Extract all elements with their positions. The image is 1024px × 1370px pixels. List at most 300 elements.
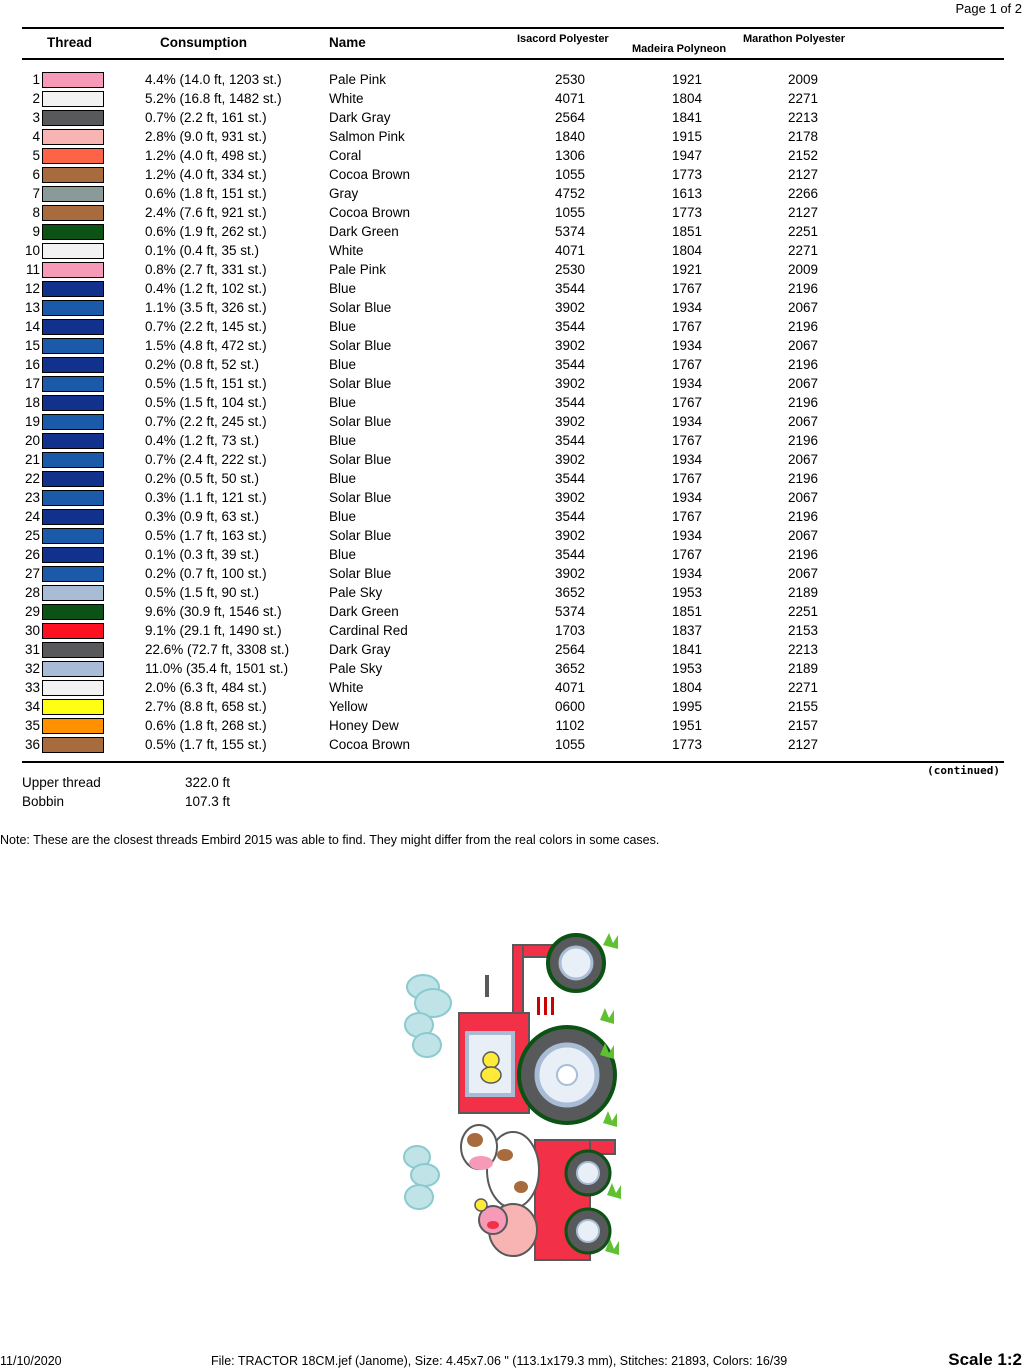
thread-row — [0, 336, 1024, 355]
wheel-small-1 — [566, 1151, 610, 1195]
thread-marathon: 2196 — [787, 509, 819, 524]
thread-row — [0, 602, 1024, 621]
thread-color-swatch — [42, 319, 104, 335]
thread-marathon: 2178 — [787, 129, 819, 144]
thread-name: Blue — [329, 509, 357, 524]
thread-row — [0, 469, 1024, 488]
thread-madeira: 1953 — [671, 661, 703, 676]
embroidery-design-preview — [395, 925, 635, 1275]
thread-consumption: 0.7% (2.2 ft, 245 st.) — [145, 414, 267, 429]
thread-isacord: 3544 — [554, 395, 586, 410]
thread-row — [0, 317, 1024, 336]
thread-madeira: 1934 — [671, 490, 703, 505]
thread-isacord: 3544 — [554, 471, 586, 486]
thread-marathon: 2067 — [787, 452, 819, 467]
thread-color-swatch — [42, 281, 104, 297]
thread-marathon: 2067 — [787, 376, 819, 391]
thread-marathon: 2251 — [787, 604, 819, 619]
thread-row — [0, 507, 1024, 526]
thread-madeira: 1953 — [671, 585, 703, 600]
thread-marathon: 2067 — [787, 528, 819, 543]
thread-isacord: 2530 — [554, 72, 586, 87]
thread-consumption: 0.3% (0.9 ft, 63 st.) — [145, 509, 260, 524]
thread-name: Pale Pink — [329, 262, 387, 277]
thread-color-swatch — [42, 680, 104, 696]
thread-isacord: 3902 — [554, 528, 586, 543]
thread-number: 32 — [24, 661, 40, 676]
thread-consumption: 1.2% (4.0 ft, 334 st.) — [145, 167, 267, 182]
thread-marathon: 2196 — [787, 357, 819, 372]
thread-number: 28 — [24, 585, 40, 600]
thread-marathon: 2067 — [787, 414, 819, 429]
thread-madeira: 1767 — [671, 395, 703, 410]
thread-color-swatch — [42, 642, 104, 658]
thread-consumption: 2.8% (9.0 ft, 931 st.) — [145, 129, 267, 144]
thread-isacord: 2530 — [554, 262, 586, 277]
thread-number: 13 — [24, 300, 40, 315]
thread-madeira: 1767 — [671, 281, 703, 296]
thread-name: Blue — [329, 357, 357, 372]
thread-number: 29 — [24, 604, 40, 619]
thread-isacord: 4752 — [554, 186, 586, 201]
thread-number: 9 — [32, 224, 40, 239]
thread-isacord: 3652 — [554, 661, 586, 676]
thread-madeira: 1921 — [671, 262, 703, 277]
thread-consumption: 22.6% (72.7 ft, 3308 st.) — [145, 642, 290, 657]
thread-number: 10 — [24, 243, 40, 258]
thread-marathon: 2067 — [787, 300, 819, 315]
thread-madeira: 1934 — [671, 414, 703, 429]
thread-madeira: 1921 — [671, 72, 703, 87]
thread-consumption: 0.6% (1.8 ft, 268 st.) — [145, 718, 267, 733]
thread-color-swatch — [42, 604, 104, 620]
thread-color-swatch — [42, 547, 104, 563]
thread-color-swatch — [42, 414, 104, 430]
thread-madeira: 1841 — [671, 110, 703, 125]
header-consumption: Consumption — [160, 35, 247, 50]
thread-marathon: 2271 — [787, 243, 819, 258]
thread-color-swatch — [42, 509, 104, 525]
table-rule-bottom — [22, 761, 1004, 763]
thread-row — [0, 374, 1024, 393]
thread-isacord: 3544 — [554, 281, 586, 296]
thread-name: Dark Gray — [329, 110, 391, 125]
thread-madeira: 1951 — [671, 718, 703, 733]
thread-consumption: 9.1% (29.1 ft, 1490 st.) — [145, 623, 282, 638]
thread-consumption: 0.2% (0.5 ft, 50 st.) — [145, 471, 260, 486]
thread-consumption: 0.1% (0.3 ft, 39 st.) — [145, 547, 260, 562]
thread-name: Coral — [329, 148, 362, 163]
thread-row — [0, 735, 1024, 754]
thread-row — [0, 165, 1024, 184]
thread-color-swatch — [42, 205, 104, 221]
thread-color-swatch — [42, 718, 104, 734]
thread-color-swatch — [42, 72, 104, 88]
thread-name: White — [329, 91, 364, 106]
thread-name: Yellow — [329, 699, 368, 714]
thread-marathon: 2196 — [787, 471, 819, 486]
thread-isacord: 1306 — [554, 148, 586, 163]
thread-row — [0, 716, 1024, 735]
upper-thread-label: Upper thread — [22, 775, 101, 790]
thread-color-swatch — [42, 91, 104, 107]
thread-madeira: 1915 — [671, 129, 703, 144]
thread-color-swatch — [42, 300, 104, 316]
thread-number: 5 — [32, 148, 40, 163]
thread-consumption: 9.6% (30.9 ft, 1546 st.) — [145, 604, 282, 619]
thread-number: 21 — [24, 452, 40, 467]
cloud-icon-top — [405, 975, 451, 1057]
thread-name: Cardinal Red — [329, 623, 408, 638]
thread-madeira: 1773 — [671, 737, 703, 752]
thread-row — [0, 678, 1024, 697]
thread-madeira: 1767 — [671, 319, 703, 334]
thread-number: 26 — [24, 547, 40, 562]
pig-icon — [475, 1199, 537, 1256]
thread-row — [0, 127, 1024, 146]
thread-name: Cocoa Brown — [329, 737, 411, 752]
thread-color-swatch — [42, 452, 104, 468]
thread-consumption: 2.7% (8.8 ft, 658 st.) — [145, 699, 267, 714]
thread-consumption: 0.6% (1.8 ft, 151 st.) — [145, 186, 267, 201]
thread-consumption: 0.1% (0.4 ft, 35 st.) — [145, 243, 260, 258]
thread-madeira: 1767 — [671, 357, 703, 372]
thread-isacord: 1703 — [554, 623, 586, 638]
thread-row — [0, 488, 1024, 507]
thread-isacord: 0600 — [554, 699, 586, 714]
thread-consumption: 0.8% (2.7 ft, 331 st.) — [145, 262, 267, 277]
thread-row — [0, 279, 1024, 298]
thread-isacord: 1055 — [554, 167, 586, 182]
thread-isacord: 5374 — [554, 224, 586, 239]
thread-row — [0, 431, 1024, 450]
thread-marathon: 2067 — [787, 338, 819, 353]
thread-color-swatch — [42, 471, 104, 487]
thread-madeira: 1934 — [671, 528, 703, 543]
thread-consumption: 0.5% (1.7 ft, 163 st.) — [145, 528, 267, 543]
thread-isacord: 3902 — [554, 452, 586, 467]
thread-madeira: 1613 — [671, 186, 703, 201]
thread-name: Pale Sky — [329, 585, 383, 600]
cloud-icon-bottom — [404, 1146, 439, 1209]
thread-madeira: 1947 — [671, 148, 703, 163]
thread-number: 4 — [32, 129, 40, 144]
thread-madeira: 1934 — [671, 376, 703, 391]
thread-isacord: 5374 — [554, 604, 586, 619]
thread-number: 27 — [24, 566, 40, 581]
thread-row — [0, 640, 1024, 659]
thread-marathon: 2271 — [787, 680, 819, 695]
header-madeira: Madeira Polyneon — [632, 43, 727, 55]
thread-marathon: 2009 — [787, 262, 819, 277]
thread-color-swatch — [42, 110, 104, 126]
thread-marathon: 2251 — [787, 224, 819, 239]
thread-madeira: 1773 — [671, 205, 703, 220]
thread-marathon: 2196 — [787, 319, 819, 334]
thread-row — [0, 260, 1024, 279]
thread-color-swatch — [42, 433, 104, 449]
thread-name: Dark Green — [329, 224, 399, 239]
thread-number: 1 — [32, 72, 40, 87]
thread-color-swatch — [42, 357, 104, 373]
thread-name: Dark Gray — [329, 642, 391, 657]
thread-name: Solar Blue — [329, 300, 392, 315]
thread-name: Gray — [329, 186, 359, 201]
thread-name: Dark Green — [329, 604, 399, 619]
thread-number: 6 — [32, 167, 40, 182]
thread-marathon: 2009 — [787, 72, 819, 87]
thread-number: 16 — [24, 357, 40, 372]
thread-isacord: 1055 — [554, 737, 586, 752]
thread-row — [0, 450, 1024, 469]
thread-madeira: 1837 — [671, 623, 703, 638]
thread-number: 15 — [24, 338, 40, 353]
scale-label: Scale 1:2 — [948, 1350, 1022, 1369]
thread-color-swatch — [42, 129, 104, 145]
thread-isacord: 3902 — [554, 300, 586, 315]
thread-number: 36 — [24, 737, 40, 752]
header-rule-bottom — [22, 58, 1004, 60]
thread-row — [0, 89, 1024, 108]
thread-consumption: 4.4% (14.0 ft, 1203 st.) — [145, 72, 282, 87]
thread-number: 25 — [24, 528, 40, 543]
thread-number: 34 — [24, 699, 40, 714]
bobbin-value: 107.3 ft — [185, 794, 231, 809]
thread-marathon: 2127 — [787, 167, 819, 182]
thread-number: 23 — [24, 490, 40, 505]
thread-marathon: 2152 — [787, 148, 819, 163]
thread-consumption: 0.7% (2.4 ft, 222 st.) — [145, 452, 267, 467]
thread-number: 14 — [24, 319, 40, 334]
thread-consumption: 0.4% (1.2 ft, 73 st.) — [145, 433, 260, 448]
thread-row — [0, 108, 1024, 127]
thread-number: 7 — [32, 186, 40, 201]
thread-marathon: 2067 — [787, 490, 819, 505]
thread-name: Cocoa Brown — [329, 205, 411, 220]
thread-number: 31 — [24, 642, 40, 657]
thread-row — [0, 583, 1024, 602]
thread-isacord: 3652 — [554, 585, 586, 600]
thread-row — [0, 203, 1024, 222]
thread-isacord: 3544 — [554, 509, 586, 524]
thread-marathon: 2189 — [787, 661, 819, 676]
thread-name: Blue — [329, 281, 357, 296]
thread-marathon: 2155 — [787, 699, 819, 714]
thread-row — [0, 222, 1024, 241]
thread-madeira: 1841 — [671, 642, 703, 657]
thread-row — [0, 412, 1024, 431]
thread-name: Salmon Pink — [329, 129, 405, 144]
thread-number: 3 — [32, 110, 40, 125]
thread-color-swatch — [42, 699, 104, 715]
bobbin-label: Bobbin — [22, 794, 65, 809]
thread-number: 20 — [24, 433, 40, 448]
thread-name: Blue — [329, 319, 357, 334]
thread-marathon: 2266 — [787, 186, 819, 201]
thread-marathon: 2196 — [787, 395, 819, 410]
wheel-top — [548, 935, 604, 991]
thread-madeira: 1934 — [671, 300, 703, 315]
thread-color-swatch — [42, 243, 104, 259]
thread-number: 17 — [24, 376, 40, 391]
thread-consumption: 0.6% (1.9 ft, 262 st.) — [145, 224, 267, 239]
thread-number: 35 — [24, 718, 40, 733]
thread-name: White — [329, 243, 364, 258]
thread-marathon: 2196 — [787, 433, 819, 448]
thread-consumption: 0.7% (2.2 ft, 145 st.) — [145, 319, 267, 334]
thread-row — [0, 564, 1024, 583]
thread-row — [0, 659, 1024, 678]
thread-consumption: 0.3% (1.1 ft, 121 st.) — [145, 490, 267, 505]
thread-row — [0, 393, 1024, 412]
thread-name: Blue — [329, 395, 357, 410]
thread-madeira: 1851 — [671, 604, 703, 619]
thread-consumption: 0.5% (1.5 ft, 151 st.) — [145, 376, 267, 391]
thread-consumption: 11.0% (35.4 ft, 1501 st.) — [145, 661, 289, 676]
wheel-big — [519, 1027, 615, 1123]
thread-consumption: 2.0% (6.3 ft, 484 st.) — [145, 680, 267, 695]
thread-marathon: 2067 — [787, 566, 819, 581]
thread-color-swatch — [42, 338, 104, 354]
thread-marathon: 2157 — [787, 718, 819, 733]
thread-isacord: 3544 — [554, 433, 586, 448]
thread-isacord: 1055 — [554, 205, 586, 220]
page-number: Page 1 of 2 — [955, 1, 1022, 16]
thread-color-swatch — [42, 661, 104, 677]
thread-consumption: 0.5% (1.7 ft, 155 st.) — [145, 737, 267, 752]
thread-number: 8 — [32, 205, 40, 220]
thread-name: Cocoa Brown — [329, 167, 411, 182]
thread-madeira: 1767 — [671, 547, 703, 562]
thread-consumption: 1.2% (4.0 ft, 498 st.) — [145, 148, 267, 163]
thread-isacord: 3544 — [554, 547, 586, 562]
thread-isacord: 3544 — [554, 319, 586, 334]
continued-label: (continued) — [927, 764, 1000, 777]
thread-consumption: 2.4% (7.6 ft, 921 st.) — [145, 205, 267, 220]
thread-marathon: 2213 — [787, 642, 819, 657]
thread-isacord: 3902 — [554, 566, 586, 581]
thread-number: 33 — [24, 680, 40, 695]
thread-isacord: 1102 — [555, 718, 585, 733]
thread-number: 19 — [24, 414, 40, 429]
thread-number: 22 — [24, 471, 40, 486]
thread-consumption: 0.2% (0.8 ft, 52 st.) — [145, 357, 260, 372]
thread-name: Blue — [329, 547, 357, 562]
thread-marathon: 2196 — [787, 547, 819, 562]
thread-madeira: 1934 — [671, 452, 703, 467]
thread-isacord: 4071 — [554, 243, 586, 258]
thread-color-swatch — [42, 623, 104, 639]
thread-name: Blue — [329, 433, 357, 448]
thread-madeira: 1934 — [671, 566, 703, 581]
footer-file-info: File: TRACTOR 18CM.jef (Janome), Size: 4.45x7.06 " (113.1x179.3 mm), Stitches: 21893, Colors: 16/39 — [211, 1354, 788, 1368]
thread-number: 2 — [32, 91, 40, 106]
thread-madeira: 1995 — [671, 699, 703, 714]
thread-marathon: 2196 — [787, 281, 819, 296]
thread-color-swatch — [42, 186, 104, 202]
header-marathon: Marathon Polyester — [743, 33, 846, 45]
thread-marathon: 2213 — [787, 110, 819, 125]
thread-color-swatch — [42, 224, 104, 240]
thread-number: 24 — [24, 509, 40, 524]
thread-madeira: 1804 — [671, 680, 703, 695]
thread-isacord: 4071 — [554, 91, 586, 106]
thread-name: Solar Blue — [329, 490, 392, 505]
thread-row — [0, 241, 1024, 260]
thread-consumption: 0.2% (0.7 ft, 100 st.) — [145, 566, 267, 581]
thread-marathon: 2153 — [787, 623, 819, 638]
thread-consumption: 5.2% (16.8 ft, 1482 st.) — [145, 91, 282, 106]
thread-row — [0, 298, 1024, 317]
thread-number: 11 — [25, 262, 40, 277]
thread-isacord: 2564 — [554, 110, 586, 125]
thread-madeira: 1804 — [671, 91, 703, 106]
thread-isacord: 3902 — [554, 338, 586, 353]
thread-color-swatch — [42, 262, 104, 278]
thread-number: 30 — [24, 623, 40, 638]
thread-name: Solar Blue — [329, 452, 392, 467]
thread-isacord: 3544 — [554, 357, 586, 372]
thread-madeira: 1767 — [671, 433, 703, 448]
thread-madeira: 1767 — [671, 509, 703, 524]
thread-color-swatch — [42, 566, 104, 582]
thread-madeira: 1934 — [671, 338, 703, 353]
thread-consumption: 1.5% (4.8 ft, 472 st.) — [145, 338, 267, 353]
thread-isacord: 3902 — [554, 414, 586, 429]
header-name: Name — [329, 35, 366, 50]
header-thread: Thread — [47, 35, 93, 50]
thread-madeira: 1773 — [671, 167, 703, 182]
thread-name: Solar Blue — [329, 528, 392, 543]
thread-consumption: 1.1% (3.5 ft, 326 st.) — [145, 300, 267, 315]
cow-icon — [461, 1125, 539, 1208]
thread-name: Solar Blue — [329, 338, 392, 353]
thread-number: 12 — [24, 281, 40, 296]
thread-color-swatch — [42, 528, 104, 544]
thread-name: Pale Pink — [329, 72, 387, 87]
thread-color-swatch — [42, 395, 104, 411]
note-text: Note: These are the closest threads Embird 2015 was able to find. They might differ from the real colors in some cases. — [0, 833, 660, 847]
header-isacord: Isacord Polyester — [517, 33, 609, 45]
thread-isacord: 4071 — [554, 680, 586, 695]
thread-row — [0, 621, 1024, 640]
thread-isacord: 2564 — [554, 642, 586, 657]
thread-color-swatch — [42, 167, 104, 183]
thread-name: Blue — [329, 471, 357, 486]
upper-thread-value: 322.0 ft — [185, 775, 231, 790]
thread-marathon: 2189 — [787, 585, 819, 600]
thread-consumption: 0.5% (1.5 ft, 90 st.) — [145, 585, 260, 600]
footer-date: 11/10/2020 — [0, 1354, 62, 1368]
thread-color-swatch — [42, 737, 104, 753]
thread-row — [0, 355, 1024, 374]
thread-color-swatch — [42, 585, 104, 601]
thread-consumption: 0.7% (2.2 ft, 161 st.) — [145, 110, 267, 125]
thread-consumption: 0.4% (1.2 ft, 102 st.) — [145, 281, 267, 296]
thread-row — [0, 526, 1024, 545]
thread-name: Pale Sky — [329, 661, 383, 676]
thread-color-swatch — [42, 148, 104, 164]
thread-madeira: 1767 — [671, 471, 703, 486]
thread-row — [0, 70, 1024, 89]
header-rule-top — [22, 27, 1004, 29]
thread-isacord: 1840 — [554, 129, 586, 144]
thread-isacord: 3902 — [554, 490, 586, 505]
thread-number: 18 — [24, 395, 40, 410]
thread-consumption: 0.5% (1.5 ft, 104 st.) — [145, 395, 267, 410]
thread-marathon: 2271 — [787, 91, 819, 106]
thread-madeira: 1851 — [671, 224, 703, 239]
